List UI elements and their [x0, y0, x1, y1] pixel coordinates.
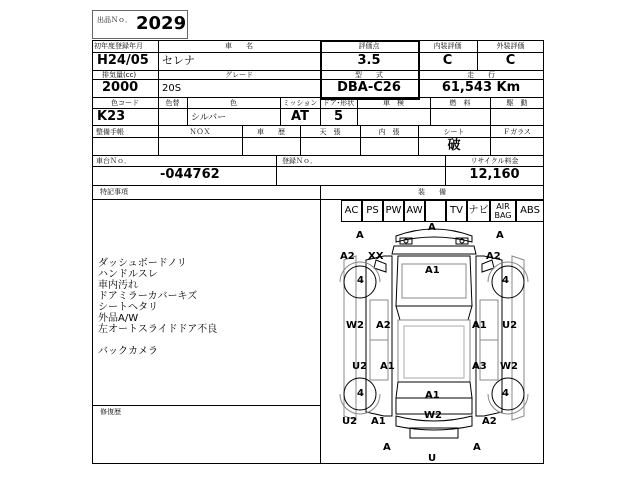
mark-wheel-front-left: 4	[357, 275, 364, 286]
mark-front-left-xx: XX	[368, 251, 384, 262]
mark-front-right-fender: A2	[486, 251, 501, 262]
mark-left-rear-door: U2	[352, 361, 368, 372]
mark-front-left-fender: A2	[340, 251, 355, 262]
car-diagram	[326, 220, 542, 462]
displacement-label: 排気量(cc)	[102, 71, 137, 79]
mark-rear-roof: A1	[425, 390, 440, 401]
note-line: バックカメラ	[98, 346, 158, 357]
mark-rear-right-corner: A	[473, 442, 481, 453]
grade-label: グレード	[225, 71, 253, 79]
drive-label: 駆 動	[506, 99, 528, 107]
seat-label: シート	[443, 128, 465, 136]
interior-grade-value: C	[442, 53, 453, 68]
mark-left-sill: W2	[346, 320, 364, 331]
mission-label: ミッション	[282, 99, 318, 107]
mark-rear-right-bumper: A2	[482, 416, 497, 427]
exterior-grade-label: 外装評価	[496, 42, 525, 50]
mission-value: AT	[291, 109, 309, 124]
score-label: 評価点	[358, 42, 380, 50]
equip-ac: AC	[341, 200, 362, 222]
model-value: DBA-C26	[337, 80, 401, 95]
inspection-label: 車 検	[383, 99, 404, 107]
note-line: 車内汚れ	[98, 280, 138, 291]
equip-blank	[425, 200, 446, 222]
mark-left-quarter: A1	[380, 361, 395, 372]
mark-front-left-corner: A	[356, 230, 364, 241]
note-line: 外品A/W	[98, 313, 139, 324]
mark-front-right-corner: A	[496, 230, 504, 241]
mark-wheel-rear-right: 4	[502, 388, 509, 399]
mark-hood: A1	[425, 265, 440, 276]
recycle-fee-value: 12,160	[469, 167, 520, 182]
equip-navi: ナビ	[467, 200, 490, 222]
mark-right-door: A1	[472, 320, 487, 331]
color-value: シルバー	[191, 113, 227, 123]
mileage-value: 61,543 Km	[441, 80, 521, 95]
mark-rear-left-corner: A	[383, 442, 391, 453]
seat-value: 破	[447, 138, 461, 153]
mark-rear-gate: W2	[424, 410, 442, 421]
interior-trim-label: 内 張	[378, 128, 400, 136]
mileage-label: 走 行	[467, 71, 495, 79]
grade-value: 20S	[162, 83, 182, 94]
note-line: ドアミラーカバーキズ	[98, 291, 198, 302]
mark-wheel-rear-left: 4	[357, 388, 364, 399]
mark-front-bumper: A	[428, 222, 436, 233]
displacement-value: 2000	[102, 80, 139, 95]
exterior-grade-value: C	[505, 53, 516, 68]
registration-label: 登録Ｎｏ．	[282, 157, 317, 165]
model-label: 型 式	[355, 71, 383, 79]
lot-label: 出品Ｎｏ．	[97, 16, 132, 24]
mark-right-rear-door: W2	[500, 361, 518, 372]
doors-value: 5	[333, 109, 344, 124]
note-line: ダッシュボードノリ	[98, 258, 187, 269]
color-code-value: K23	[97, 109, 126, 124]
mark-right-sill: U2	[502, 320, 518, 331]
reg-date-label: 初年度登録年月	[94, 42, 143, 50]
car-name-label: 車 名	[225, 42, 253, 50]
repair-history-label: 修復歴	[100, 408, 121, 416]
note-line: ハンドルスレ	[98, 269, 158, 280]
car-name-value: セレナ	[162, 54, 195, 67]
maintenance-book-label: 整備手帳	[96, 128, 124, 136]
chassis-label: 車台Ｎｏ．	[96, 157, 131, 165]
equip-airbag: AIR BAG	[490, 200, 516, 222]
mark-left-door: A2	[376, 320, 391, 331]
score-value: 3.5	[357, 53, 381, 68]
glass-label: Ｆガラス	[503, 128, 531, 136]
mark-rear-left-bumper: A1	[371, 416, 386, 427]
reg-date-value: H24/05	[97, 53, 149, 68]
mark-wheel-front-right: 4	[502, 275, 509, 286]
equip-ps: PS	[362, 200, 383, 222]
equip-tv: TV	[446, 200, 467, 222]
sunroof-label: 天 張	[319, 128, 341, 136]
color-label: 色	[230, 99, 237, 107]
equip-aw: AW	[404, 200, 425, 222]
chassis-value: -044762	[160, 167, 220, 182]
doors-label: ドア･形状	[322, 99, 355, 107]
equip-pw: PW	[383, 200, 404, 222]
mark-rear-bumper: U	[428, 453, 437, 464]
equip-abs: ABS	[516, 200, 544, 222]
history-label: 車 歴	[257, 128, 285, 136]
note-line: シートヘタリ	[98, 302, 158, 313]
fuel-label: 燃 料	[449, 99, 471, 107]
recycle-fee-label: リサイクル料金	[470, 157, 519, 165]
interior-grade-label: 内装評価	[433, 42, 462, 50]
lot-number: 2029	[136, 13, 187, 34]
equipment-label: 装 備	[418, 188, 446, 196]
color-change-label: 色替	[165, 99, 180, 107]
nox-label: ＮＯＸ	[189, 128, 211, 136]
color-code-label: 色コード	[111, 99, 139, 107]
note-line: 左オートスライドドア不良	[98, 324, 218, 335]
mark-right-quarter: A3	[472, 361, 487, 372]
mark-rear-left-panel: U2	[342, 416, 358, 427]
notes-label: 特記事項	[100, 188, 128, 196]
